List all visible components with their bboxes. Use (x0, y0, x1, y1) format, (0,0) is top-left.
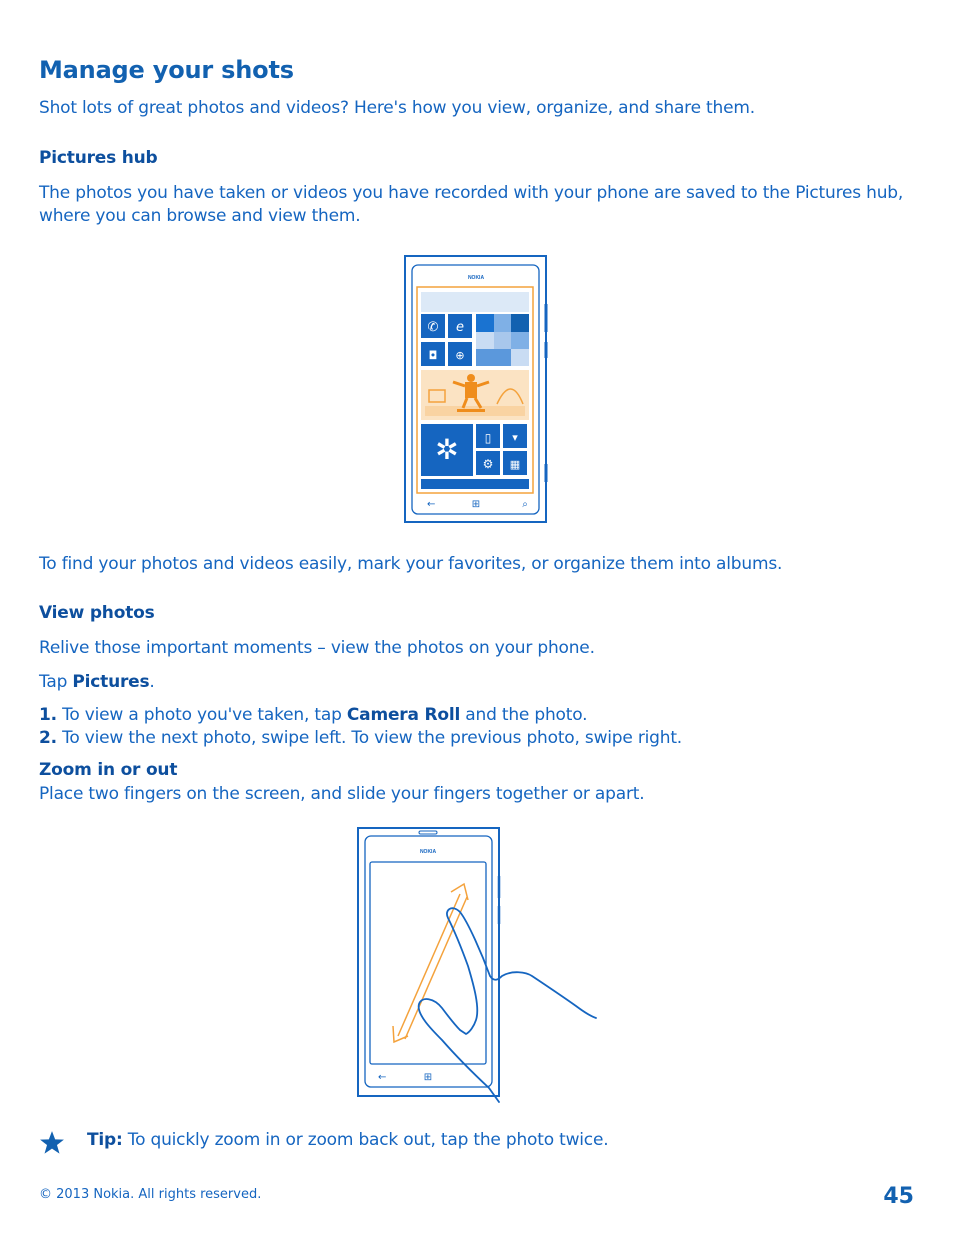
calculator-icon: ▦ (509, 458, 521, 471)
pictures-hub-text: The photos you have taken or videos you have recorded with your phone are saved to the Pictures hub, where you can browse and view them. (39, 183, 904, 226)
back-arrow-icon-2: ← (378, 1072, 387, 1083)
page-number: 45 (883, 1184, 914, 1209)
windows-logo-icon: ⊞ (471, 499, 481, 510)
back-arrow-icon: ← (427, 499, 436, 510)
tap-pictures-instruction: Tap Pictures. (39, 672, 155, 692)
intro-text: Shot lots of great photos and videos? Here's how you view, organize, and share them. (39, 98, 755, 118)
step-2: 2. To view the next photo, swipe left. To view the previous photo, swipe right. (39, 728, 682, 748)
windows-logo-icon-2: ⊞ (423, 1072, 433, 1083)
view-photos-text: Relive those important moments – view the photos on your phone. (39, 638, 595, 658)
games-controller-icon: ⊕ (455, 349, 465, 362)
search-icon: ⌕ (522, 499, 528, 510)
pictures-hub-heading: Pictures hub (39, 148, 158, 168)
phone-brand: NOKIA (467, 275, 485, 281)
tip-text: Tip: To quickly zoom in or zoom back out, tap the photo twice. (87, 1130, 609, 1150)
phone-pinch-zoom-illustration (356, 826, 601, 1104)
messaging-icon: ▾ (512, 431, 518, 444)
step-1: 1. To view a photo you've taken, tap Camera Roll and the photo. (39, 705, 588, 725)
copyright-footer: © 2013 Nokia. All rights reserved. (39, 1187, 262, 1202)
office-icon: ▯ (484, 431, 492, 445)
zune-music-icon: ✲ (435, 433, 459, 466)
zoom-text: Place two fingers on the screen, and slide your fingers together or apart. (39, 784, 645, 804)
settings-gear-icon: ⚙ (482, 457, 494, 471)
zoom-heading: Zoom in or out (39, 760, 178, 780)
view-photos-heading: View photos (39, 603, 155, 623)
internet-explorer-icon: e (456, 320, 464, 335)
phone-icon: ✆ (427, 320, 439, 335)
phone-start-screen-illustration (403, 254, 549, 526)
phone-brand-2: NOKIA (419, 849, 437, 855)
find-photos-text: To find your photos and videos easily, mark your favorites, or organize them into albums. (39, 554, 783, 574)
star-icon (39, 1130, 65, 1156)
camera-icon: ◘ (428, 349, 438, 362)
page-title: Manage your shots (39, 56, 294, 84)
